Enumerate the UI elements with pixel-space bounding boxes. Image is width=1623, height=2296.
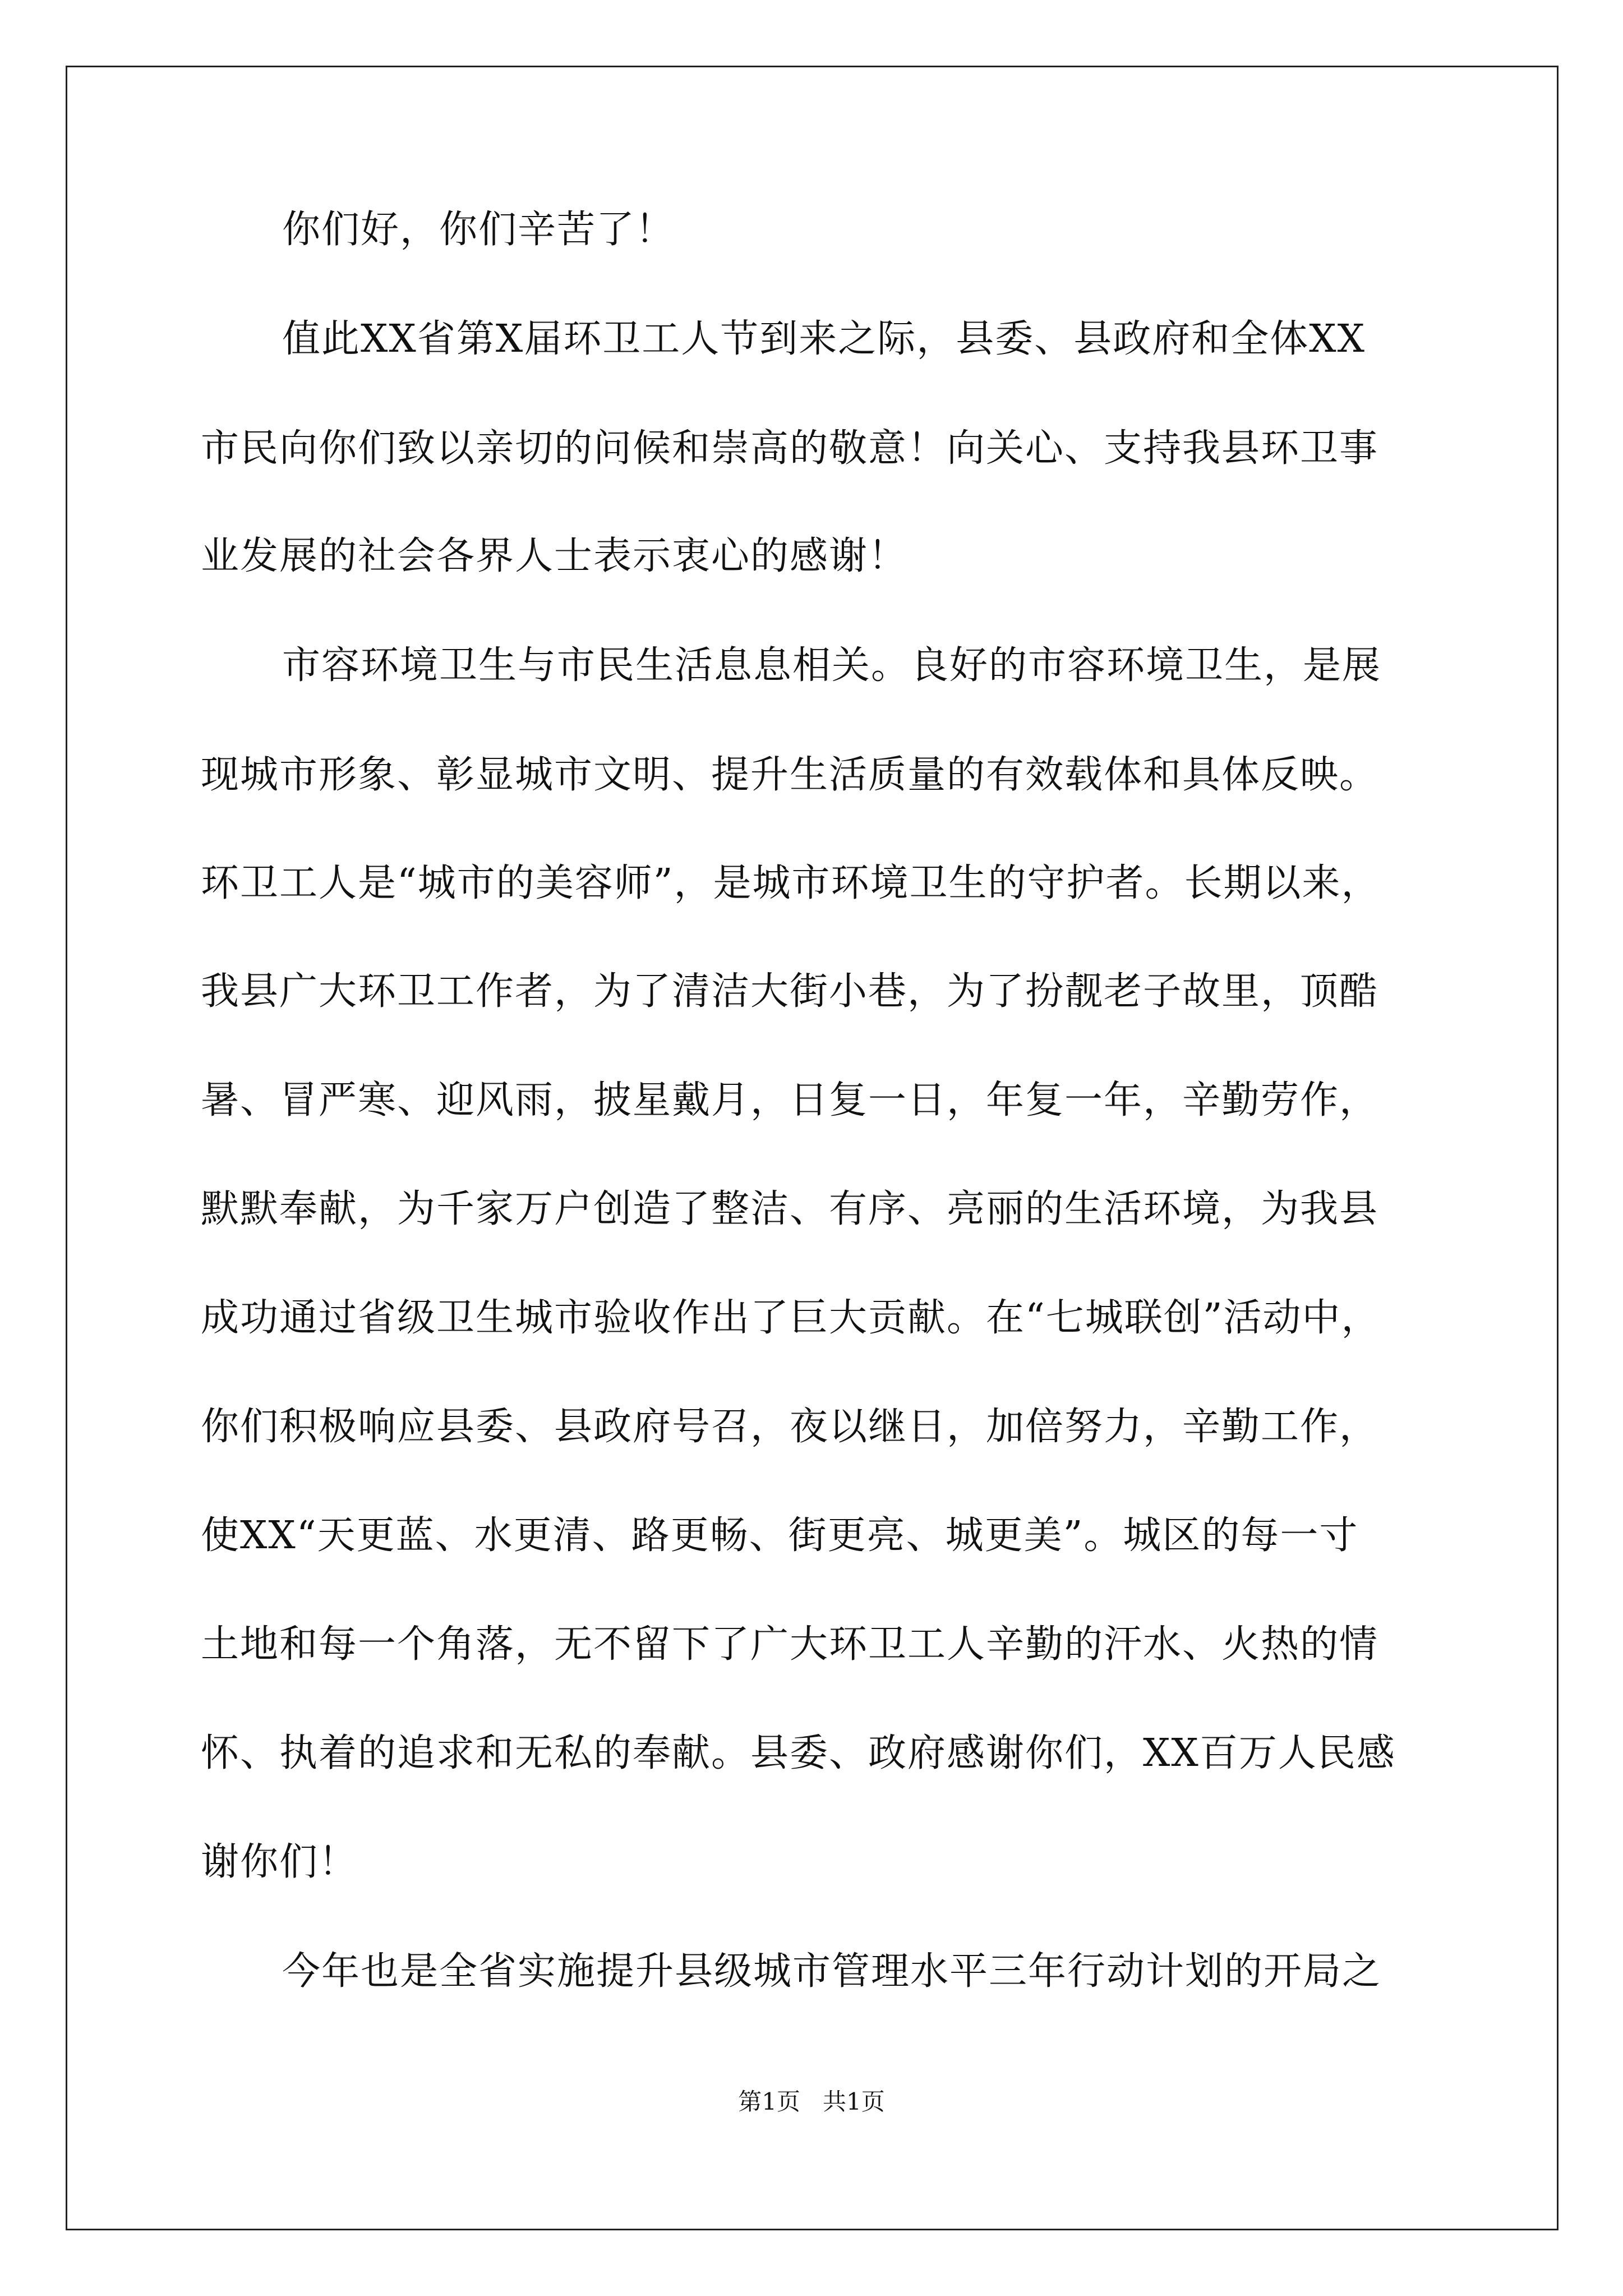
text-line: 市民向你们致以亲切的问候和崇高的敬意！向关心、支持我县环卫事 [201, 426, 1379, 471]
text-line: 你们积极响应县委、县政府号召，夜以继日，加倍努力，辛勤工作， [201, 1405, 1379, 1449]
text-line: 默默奉献，为千家万户创造了整洁、有序、亮丽的生活环境，为我县 [201, 1187, 1379, 1231]
text-line: 环卫工人是“城市的美容师”，是城市环境卫生的守护者。长期以来， [201, 861, 1381, 905]
text-line: 值此XX省第X届环卫工人节到来之际，县委、县政府和全体XX [282, 317, 1366, 361]
text-line: 现城市形象、彰显城市文明、提升生活质量的有效载体和具体反映。 [201, 753, 1379, 797]
text-line: 使XX“天更蓝、水更清、路更畅、街更亮、城更美”。城区的每一寸 [201, 1513, 1359, 1558]
text-line: 我县广大环卫工作者，为了清洁大街小巷，为了扮靓老子故里，顶酷 [201, 969, 1379, 1014]
page-footer [0, 2088, 1623, 2116]
text-line: 你们好，你们辛苦了！ [282, 208, 675, 252]
text-line: 今年也是全省实施提升县级城市管理水平三年行动计划的开局之 [282, 1949, 1382, 1994]
page-number-total: 共1页 [823, 2088, 885, 2115]
page-frame [66, 66, 1559, 2230]
text-line: 谢你们！ [201, 1840, 358, 1884]
text-line: 市容环境卫生与市民生活息息相关。良好的市容环境卫生，是展 [282, 643, 1382, 688]
text-line: 暑、冒严寒、迎风雨，披星戴月，日复一日，年复一年，辛勤劳作， [201, 1078, 1379, 1122]
text-line: 土地和每一个角落，无不留下了广大环卫工人辛勤的汗水、火热的情 [201, 1622, 1379, 1667]
text-line: 怀、执着的追求和无私的奉献。县委、政府感谢你们，XX百万人民感 [201, 1731, 1396, 1775]
page-number-current: 第1页 [738, 2088, 800, 2115]
text-line: 成功通过省级卫生城市验收作出了巨大贡献。在“七城联创”活动中， [201, 1296, 1381, 1340]
text-line: 业发展的社会各界人士表示衷心的感谢！ [201, 534, 908, 578]
